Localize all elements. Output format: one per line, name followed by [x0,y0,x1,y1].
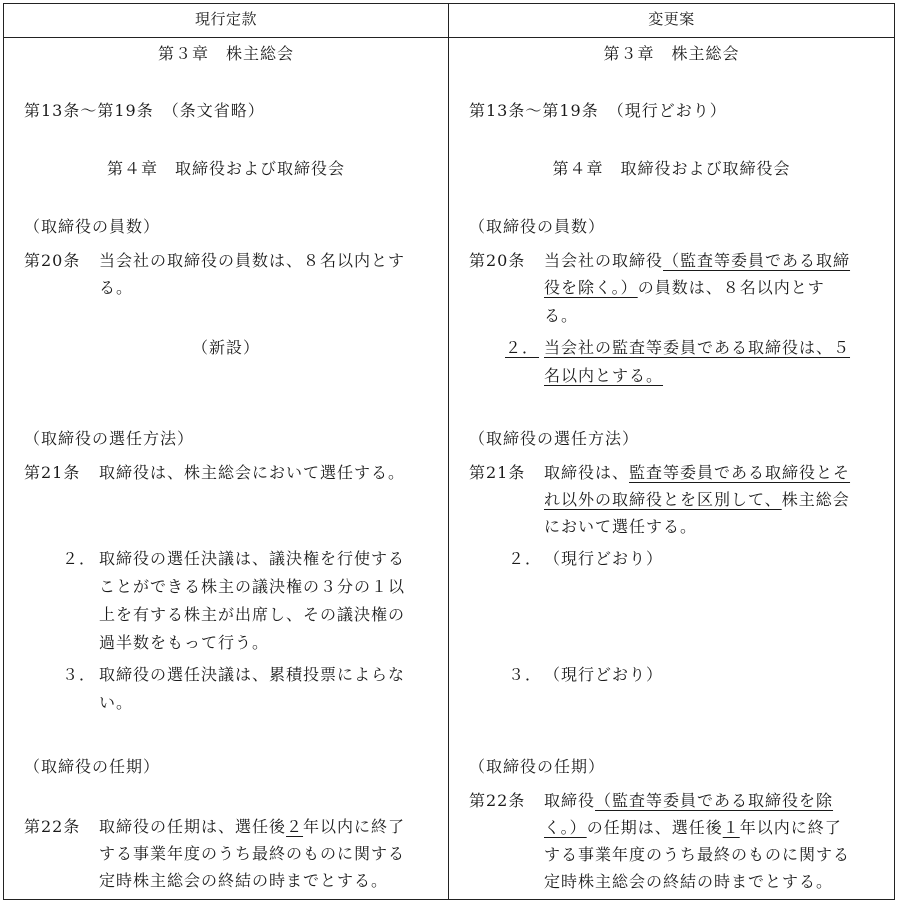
article-22-line-3: する事業年度のうち最終のものに関する [544,845,851,864]
article-20-text-a: 当会社の取締役 [544,251,664,270]
article-22-line-2: する事業年度のうち最終のものに関する [99,844,406,863]
article-21-number: 第21条 [469,463,526,482]
heading-election-method: （取締役の選任方法） [24,429,195,448]
article-21-amendment-b: れ以外の取締役とを区別して、 [544,490,782,509]
paragraph-3-line-1: 取締役の選任決議は、累積投票によらな [99,665,406,684]
article-20-line-3: る。 [544,306,579,325]
article-22-text-c: 年以内に終了 [303,817,406,836]
article-20-amendment-a: （監査等委員である取締 [663,251,851,270]
table-border-bottom [3,899,895,900]
article-22-number: 第22条 [24,817,81,836]
table-border-right [894,3,895,899]
chapter-4-heading: 第４章 取締役および取締役会 [552,159,791,178]
heading-director-count: （取締役の員数） [24,217,161,236]
new-paragraph-2-line-2: 名以内とする。 [544,366,664,385]
paragraph-2-number: ２． [508,549,543,568]
paragraph-3-line-2: い。 [99,693,134,712]
heading-term-of-office: （取締役の任期） [24,757,161,776]
paragraph-2-line-1: 取締役の選任決議は、議決権を行使する [99,549,406,568]
column-divider [448,3,449,899]
table-border-left [3,3,4,899]
paragraph-3-unchanged: （現行どおり） [544,665,664,684]
header-divider [3,37,895,38]
paragraph-3-number: ３． [508,665,543,684]
new-provision-note: （新設） [191,338,260,357]
article-20-text-b: の員数は、８名以内とす [637,278,825,297]
article-21-amendment-a: 監査等委員である取締役とそ [629,463,851,482]
chapter-4-heading: 第４章 取締役および取締役会 [106,159,345,178]
paragraph-3-number: ３． [62,665,97,684]
heading-term-of-office: （取締役の任期） [469,757,606,776]
article-22-text-d: 年以内に終了 [739,818,842,837]
article-21-line-2 [544,486,850,513]
article-20-line-2: る。 [99,278,134,297]
term-years-new: １ [722,818,740,837]
article-22-line-4: 定時株主総会の終結の時までとする。 [544,872,834,891]
article-20-amendment-b: 役を除く。） [544,278,638,297]
article-22-amendment-a: （監査等委員である取締役を除 [595,791,834,810]
header-current: 現行定款 [194,10,257,28]
chapter-3-heading: 第３章 株主総会 [157,44,294,63]
paragraph-2-number: ２． [62,549,97,568]
term-years-old: ２ [286,817,304,836]
article-22-text-b: の任期は、選任後 [586,818,723,837]
header-proposed: 変更案 [648,10,695,28]
article-21-text-a: 取締役は、 [544,463,630,482]
articles-13-19: 第13条～第19条 （条文省略） [24,101,265,120]
article-22-line-1 [99,813,405,840]
article-20-line-1 [544,247,850,274]
chapter-3-heading: 第３章 株主総会 [603,44,740,63]
table-border-top [3,3,895,4]
paragraph-2-unchanged: （現行どおり） [544,549,664,568]
article-20-line-1: 当会社の取締役の員数は、８名以内とす [99,251,406,270]
article-22-text-a: 取締役 [544,791,596,810]
article-21-line-3: において選任する。 [544,517,698,536]
article-22-line-1 [544,787,833,814]
article-21-line-1 [544,459,850,486]
articles-13-19: 第13条～第19条 （現行どおり） [469,101,727,120]
new-paragraph-2-line-1: 当会社の監査等委員である取締役は、５ [544,338,851,357]
article-20-number: 第20条 [469,251,526,270]
heading-election-method: （取締役の選任方法） [469,429,640,448]
paragraph-2-line-3: 上を有する株主が出席し、その議決権の [99,605,406,624]
article-21-line-1: 取締役は、株主総会において選任する。 [99,463,406,482]
paragraph-2-line-2: ことができる株主の議決権の３分の１以 [99,577,406,596]
article-20-number: 第20条 [24,251,81,270]
article-22-line-3: 定時株主総会の終結の時までとする。 [99,871,389,890]
article-22-line-2 [544,814,842,841]
article-22-number: 第22条 [469,791,526,810]
heading-director-count: （取締役の員数） [469,217,606,236]
article-21-number: 第21条 [24,463,81,482]
article-22-text-a: 取締役の任期は、選任後 [99,817,287,836]
article-20-line-2 [544,274,825,301]
article-22-amendment-b: く。） [544,818,587,837]
new-paragraph-2-number: ２． [505,338,540,357]
article-21-text-b: 株主総会 [781,490,850,509]
paragraph-2-line-4: 過半数をもって行う。 [99,633,270,652]
